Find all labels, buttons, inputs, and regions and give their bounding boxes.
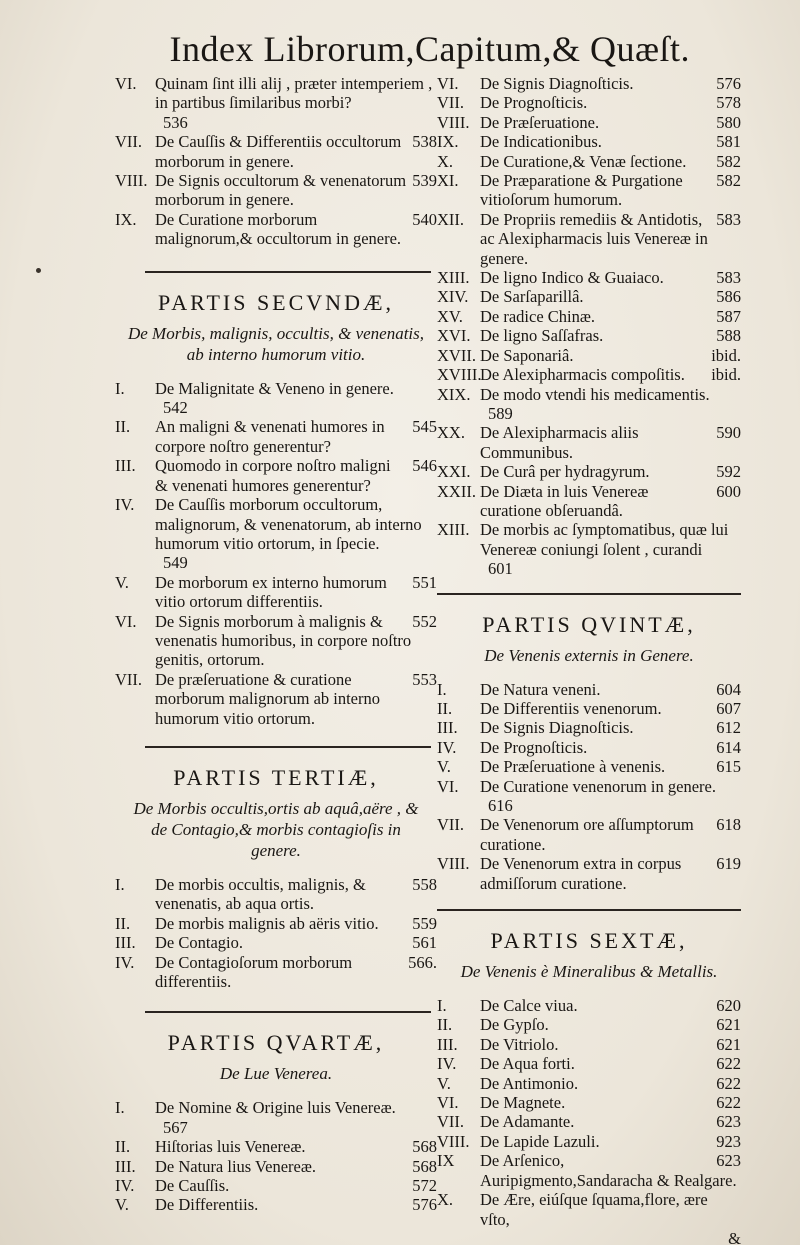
index-entry [437,1132,741,1151]
entry-text: De Malignitate & Veneno in genere. [155,378,394,398]
index-entry [437,482,741,521]
index-entry [115,1137,437,1156]
entry-page: 923 [716,1131,741,1151]
entry-page: 539 [412,171,437,191]
entry-text: De Contagioſorum morborum differentiis. [155,952,353,991]
entry-text: De Magnete. [480,1093,566,1113]
entry-page: 559 [412,913,437,933]
entry-text: De Arſenico, Auripigmento,Sandaracha & Realgare. [480,1151,737,1190]
index-entry [115,670,437,728]
entry-list [115,379,437,728]
entry-text: De ligno Saſſafras. [480,326,604,346]
index-entry [437,152,741,171]
entry-page: 583 [716,268,741,288]
entry-page: 623 [716,1112,741,1132]
section-subtitle: De Venenis è Mineralibus & Metallis. [460,962,718,982]
entry-text: De Vitriolo. [480,1034,559,1054]
index-entry [437,74,741,93]
entry-page: 586 [716,287,741,307]
entry-text: De radice Chinæ. [480,306,596,326]
index-entry [437,1151,741,1190]
index-entry [437,757,741,776]
section-divider [437,909,741,911]
index-entry [437,307,741,326]
entry-text: De Adamante. [480,1112,575,1132]
section-divider [145,271,431,273]
entry-list [437,74,741,579]
entry-text: De Calce viua. [480,996,578,1016]
entry-text: De Prognoſticis. [480,737,588,757]
entry-number: IX. [437,132,459,152]
entry-page: 582 [716,151,741,171]
entry-number: I. [115,1098,125,1118]
entry-page: 618 [716,815,741,835]
index-entry [115,914,437,933]
entry-page: 549 [163,553,188,573]
entry-page: 558 [412,874,437,894]
entry-text: De Aqua forti. [480,1054,575,1074]
entry-number: XII. [437,209,465,229]
index-entry [437,1074,741,1093]
entry-number: VIII. [437,854,470,874]
entry-number: VII. [437,1112,465,1132]
index-entry [437,1015,741,1034]
entry-text: De Propriis remediis & Antidotis, ac Alexipharmacis luis Venereæ in genere. [480,209,708,268]
entry-number: IV. [437,737,457,757]
entry-page: 551 [412,572,437,592]
index-entry [437,520,741,578]
entry-page: 612 [716,718,741,738]
entry-text: De Curatione venenorum in genere. [480,776,716,796]
entry-text: De Prognoſticis. [480,93,588,113]
index-entry [437,210,741,268]
index-entry [115,933,437,952]
index-entry [437,385,741,424]
left-column [115,74,437,1215]
index-entry [115,417,437,456]
entry-page: 607 [716,698,741,718]
section-subtitle: De Morbis, malignis, occultis, & venenatis, ab interno humorum vitio. [127,323,425,364]
entry-list [115,1098,437,1214]
index-entry [437,699,741,718]
entry-number: II. [115,417,131,437]
entry-text: Hiſtorias luis Venereæ. [155,1137,306,1157]
entry-text: De Saponariâ. [480,345,574,365]
entry-text: De Cauſſis. [155,1176,230,1196]
entry-number: XIV. [437,287,469,307]
entry-page: 600 [716,481,741,501]
entry-text: De Alexipharmacis aliis Communibus. [480,423,639,462]
index-entry [437,1093,741,1112]
entry-text: De Signis morborum à malignis & venenatis humoribus, in corpore noſtro genitis, ortorum. [155,611,412,670]
entry-number: II. [437,1015,453,1035]
entry-text: De Indicationibus. [480,132,602,152]
entry-text: De Præparatione & Purgatione vitioſorum humorum. [480,171,683,210]
entry-text: De Contagio. [155,933,243,953]
entry-number: XIX. [437,384,471,404]
entry-text: De Curâ per hydragyrum. [480,462,650,482]
index-entry [437,738,741,757]
entry-page: 545 [412,417,437,437]
entry-text: De Differentiis. [155,1195,259,1215]
section-subtitle: De Morbis occultis,ortis ab aquâ,aëre , & de Contagio,& morbis contagioſis in genere. [133,798,419,860]
entry-page: 536 [163,112,188,132]
entry-number: I. [437,679,447,699]
entry-list [115,875,437,991]
entry-number: XIII. [437,520,470,540]
entry-text: Quomodo in corpore noſtro maligni & venenati humores generentur? [155,456,391,495]
entry-text: De Præſeruatione. [480,112,600,132]
index-entry [115,210,437,249]
entry-page: 589 [488,403,513,423]
section-subtitle: De Lue Venerea. [219,1064,333,1084]
entry-page: ibid. [711,345,741,365]
entry-page: 620 [716,996,741,1016]
entry-page: 576 [716,74,741,93]
index-entry [115,379,437,418]
entry-text: De Venenorum ore aſſumptorum curatione. [480,815,694,854]
index-entry [115,875,437,914]
entry-page: 588 [716,326,741,346]
entry-text: De morborum ex interno humorum vitio ortorum differentiis. [155,572,387,612]
entry-number: II. [437,698,453,718]
section-title: PARTIS SECVNDÆ, [157,289,395,315]
page-title: Index Librorum,Capitum,& Quæſt. [169,29,690,69]
entry-page: 619 [716,854,741,874]
ink-spot [36,268,41,273]
entry-page: 568 [412,1156,437,1176]
entry-number: VII. [115,669,143,689]
entry-page: 590 [716,423,741,443]
section-title: PARTIS QVINTÆ, [482,611,696,637]
entry-page: 568 [412,1137,437,1157]
index-entry [437,996,741,1015]
index-entry [437,777,741,816]
entry-number: VIII. [437,112,470,132]
entry-text: De Præſeruatione à venenis. [480,757,666,777]
entry-number: III. [437,1034,458,1054]
entry-page: & [728,1228,741,1245]
entry-number: XVI. [437,326,471,346]
index-entry [115,171,437,210]
entry-page: 601 [488,559,513,579]
entry-text: Quinam ſint illi alij , præter intemperiem , in partibus ſimilaribus morbi? [155,74,433,113]
entry-number: IV. [115,1176,135,1196]
index-entry [115,953,437,992]
entry-text: De Signis occultorum & venenatorum morborum in genere. [155,171,407,210]
entry-text: De Gypſo. [480,1015,549,1035]
index-entry [115,1195,437,1214]
entry-number: III. [437,718,458,738]
entry-text: De Natura lius Venereæ. [155,1156,316,1176]
section-title: PARTIS TERTIÆ, [173,764,379,790]
entry-text: De Alexipharmacis compoſitis. [480,365,685,385]
index-entry [437,346,741,365]
entry-number: XXII. [437,481,476,501]
index-entry [115,456,437,495]
entry-number: V. [437,757,451,777]
entry-number: VII. [437,815,465,835]
index-entry [437,268,741,287]
entry-number: VI. [115,74,137,93]
entry-text: De ligno Indico & Guaiaco. [480,268,664,288]
entry-page: 566. [408,952,437,972]
entry-number: III. [115,1156,136,1176]
entry-page: 578 [716,93,741,113]
entry-page: 583 [716,209,741,229]
entry-number: XX. [437,423,465,443]
index-entry [437,462,741,481]
index-entry [437,287,741,306]
entry-page: 567 [163,1117,188,1137]
entry-text: De morbis malignis ab aëris vitio. [155,913,379,933]
entry-text: De præſeruatione & curatione morborum malignorum ab interno humorum vitio ortorum. [155,669,380,728]
entry-page: 542 [163,398,188,418]
section-divider [145,1011,431,1013]
entry-page: 621 [716,1015,741,1035]
entry-text: De modo vtendi his medicamentis. [480,384,710,404]
entry-page: 622 [716,1073,741,1093]
index-entry [115,1157,437,1176]
section-title: PARTIS SEXTÆ, [490,928,688,954]
entry-number: II. [115,913,131,933]
index-entry [115,1098,437,1137]
entry-number: X. [437,1190,454,1210]
entry-page: 546 [412,456,437,476]
entry-text: De Natura veneni. [480,679,601,699]
entry-page: 561 [412,933,437,953]
entry-number: II. [115,1137,131,1157]
index-entry [115,1176,437,1195]
section-divider [437,593,741,595]
index-entry [437,423,741,462]
index-entry [437,854,741,893]
entry-text: De Signis Diagnoſticis. [480,74,634,93]
entry-page: 572 [412,1176,437,1196]
index-entry [437,815,741,854]
entry-number: III. [115,456,136,476]
entry-number: XV. [437,306,463,326]
entry-number: IV. [115,952,135,972]
index-entry [115,495,437,573]
index-entry [437,1054,741,1073]
entry-text: De Cauſſis morborum occultorum, malignorum, & venenatorum, ab interno humorum vitio ortorum, in ſpecie. [155,495,422,553]
entry-page: 581 [716,132,741,152]
entry-number: VII. [115,132,143,152]
entry-text: De Signis Diagnoſticis. [480,718,634,738]
entry-page: ibid. [711,365,741,385]
entry-number: V. [115,572,129,592]
entry-page: 615 [716,757,741,777]
entry-page: 604 [716,679,741,699]
entry-number: IV. [115,495,135,515]
section-subtitle: De Venenis externis in Genere. [484,645,694,665]
entry-number: XIII. [437,268,470,288]
entry-number: V. [437,1073,451,1093]
entry-number: XVII. [437,345,476,365]
index-entry [437,1112,741,1131]
entry-number: VI. [115,611,137,631]
entry-page: 538 [412,132,437,152]
entry-number: I. [437,996,447,1016]
index-entry [437,113,741,132]
entry-text: De morbis occultis, malignis, & venenatis, ab aqua ortis. [155,874,366,914]
entry-page: 552 [412,611,437,631]
entry-page: 582 [716,171,741,191]
entry-number: XVIII. [437,365,482,385]
index-entry [437,718,741,737]
entry-number: VI. [437,74,459,93]
entry-number: III. [115,933,136,953]
entry-text: De Antimonio. [480,1073,579,1093]
entry-page: 592 [716,462,741,482]
entry-number: VIII. [437,1131,470,1151]
entry-number: IX. [115,209,137,229]
index-entry [437,171,741,210]
index-entry [437,365,741,384]
entry-number: XXI. [437,462,471,482]
entry-number: X. [437,151,454,171]
entry-number: VI. [437,776,459,796]
entry-page: 580 [716,112,741,132]
entry-number: I. [115,378,125,398]
index-entry [437,1190,741,1229]
right-column [437,74,741,1245]
entry-number: VII. [437,93,465,113]
entry-page: 553 [412,669,437,689]
entry-list [437,996,741,1245]
entry-text: De Cauſſis & Differentiis occultorum morborum in genere. [155,132,402,171]
section-divider [145,746,431,748]
entry-text: An maligni & venenati humores in corpore noſtro generentur? [155,417,385,456]
entry-text: De Sarſaparillâ. [480,287,584,307]
entry-number: VIII. [115,171,148,191]
entry-text: De Curatione,& Venæ ſectione. [480,151,687,171]
entry-list [115,74,437,249]
entry-number: V. [115,1195,129,1215]
entry-text: De Differentiis venenorum. [480,698,662,718]
entry-text: De Lapide Lazuli. [480,1131,600,1151]
index-entry [437,132,741,151]
index-entry [437,93,741,112]
index-entry [437,326,741,345]
entry-text: De morbis ac ſymptomatibus, quæ lui Venereæ coniungi ſolent , curandi [480,520,729,559]
entry-list [437,680,741,893]
entry-text: De Ære, eiúſque ſquama,flore, ære vſto, [480,1190,708,1229]
entry-page: 621 [716,1034,741,1054]
index-entry [437,680,741,699]
entry-page: 623 [716,1151,741,1171]
entry-page: 622 [716,1054,741,1074]
entry-number: XI. [437,171,459,191]
entry-page: 587 [716,306,741,326]
index-entry [115,612,437,670]
entry-page: 540 [412,209,437,229]
entry-text: De Nomine & Origine luis Venereæ. [155,1098,396,1118]
entry-text: De Curatione morborum malignorum,& occultorum in genere. [155,209,402,249]
entry-text: De Diæta in luis Venereæ curatione obſeruandâ. [480,481,649,520]
index-entry [437,1035,741,1054]
entry-page: 614 [716,737,741,757]
index-entry [115,573,437,612]
entry-number: IX [437,1151,455,1171]
section-title: PARTIS QVARTÆ, [167,1030,385,1056]
entry-text: De Venenorum extra in corpus admiſſorum curatione. [480,854,682,893]
entry-number: I. [115,874,125,894]
entry-page: 576 [412,1195,437,1215]
entry-number: IV. [437,1054,457,1074]
entry-page: 616 [488,796,513,815]
index-entry [115,74,437,132]
index-entry [115,132,437,171]
entry-page: 622 [716,1093,741,1113]
entry-number: VI. [437,1093,459,1113]
